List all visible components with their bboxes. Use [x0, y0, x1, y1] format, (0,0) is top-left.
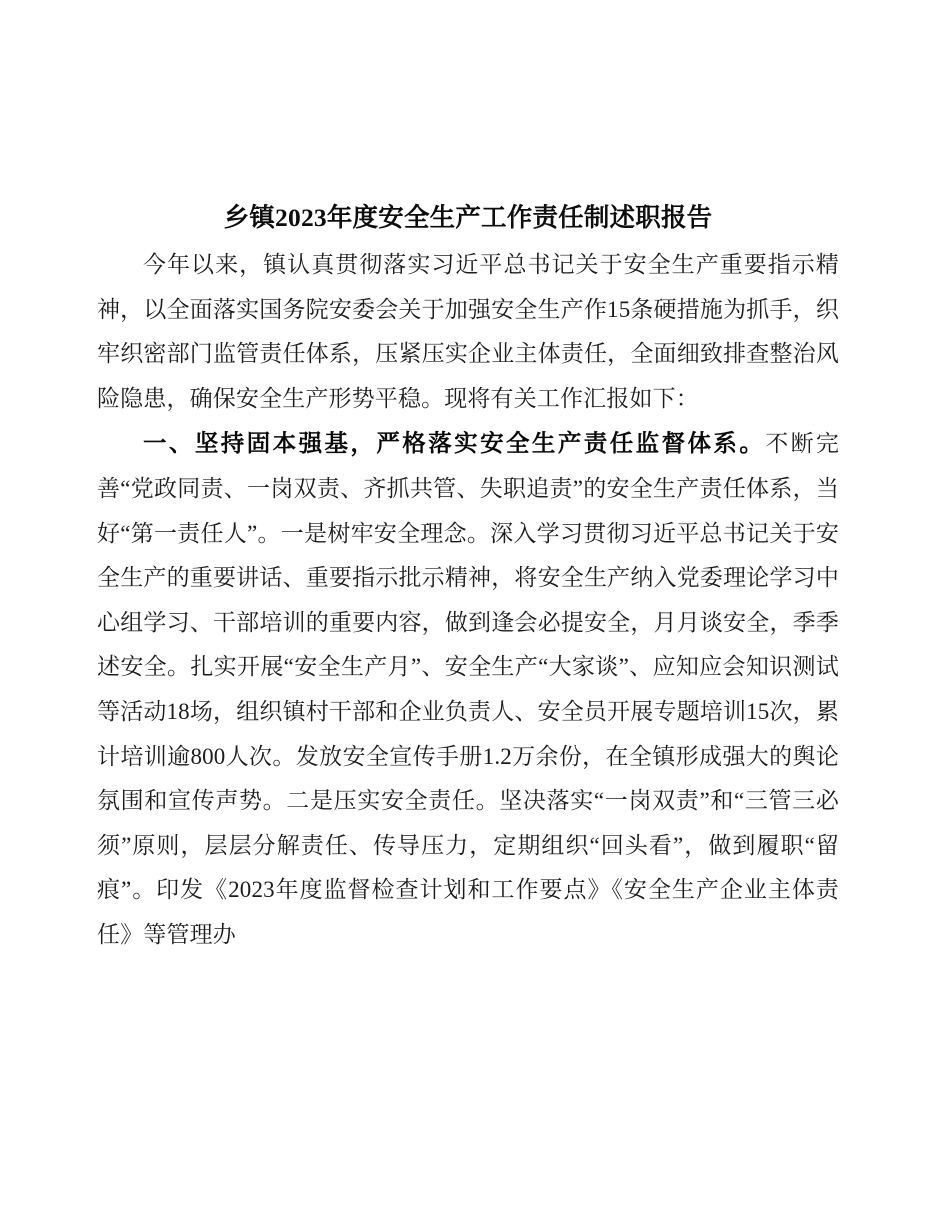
paragraph-intro-text: 今年以来，镇认真贯彻落实习近平总书记关于安全生产重要指示精神，以全面落实国务院安委会关于加强安全生产作15条硬措施为抓手，织牢织密部门监管责任体系，压紧压实企业主体责任，全面细致排查整治风险隐患，确保安全生产形势平稳。现将有关工作汇报如下：	[97, 252, 839, 411]
section-heading-one: 一、坚持固本强基，严格落实安全生产责任监督体系。	[143, 430, 766, 457]
paragraph-section-one	[97, 421, 839, 957]
section-one-body-text: 不断完善“党政同责、一岗双责、齐抓共管、失职追责”的安全生产责任体系，当好“第一责任人”。一是树牢安全理念。深入学习贯彻习近平总书记关于安全生产的重要讲话、重要指示批示精神，将安全生产纳入党委理论学习中心组学习、干部培训的重要内容，做到逢会必提安全，月月谈安全，季季述安全。扎实开展“安全生产月”、安全生产“大家谈”、应知应会知识测试等活动18场，组织镇村干部和企业负责人、安全员开展专题培训15次，累计培训逾800人次。发放安全宣传手册1.2万余份，在全镇形成强大的舆论氛围和宣传声势。二是压实安全责任。坚决落实“一岗双责”和“三管三必须”原则，层层分解责任、传导压力，定期组织“回头看”，做到履职“留痕”。印发《2023年度监督检查计划和工作要点》《安全生产企业主体责任》等管理办	[97, 431, 840, 947]
document-title: 乡镇2023年度安全生产工作责任制述职报告	[223, 203, 713, 232]
paragraph-intro	[97, 243, 839, 421]
document-body	[97, 196, 839, 958]
